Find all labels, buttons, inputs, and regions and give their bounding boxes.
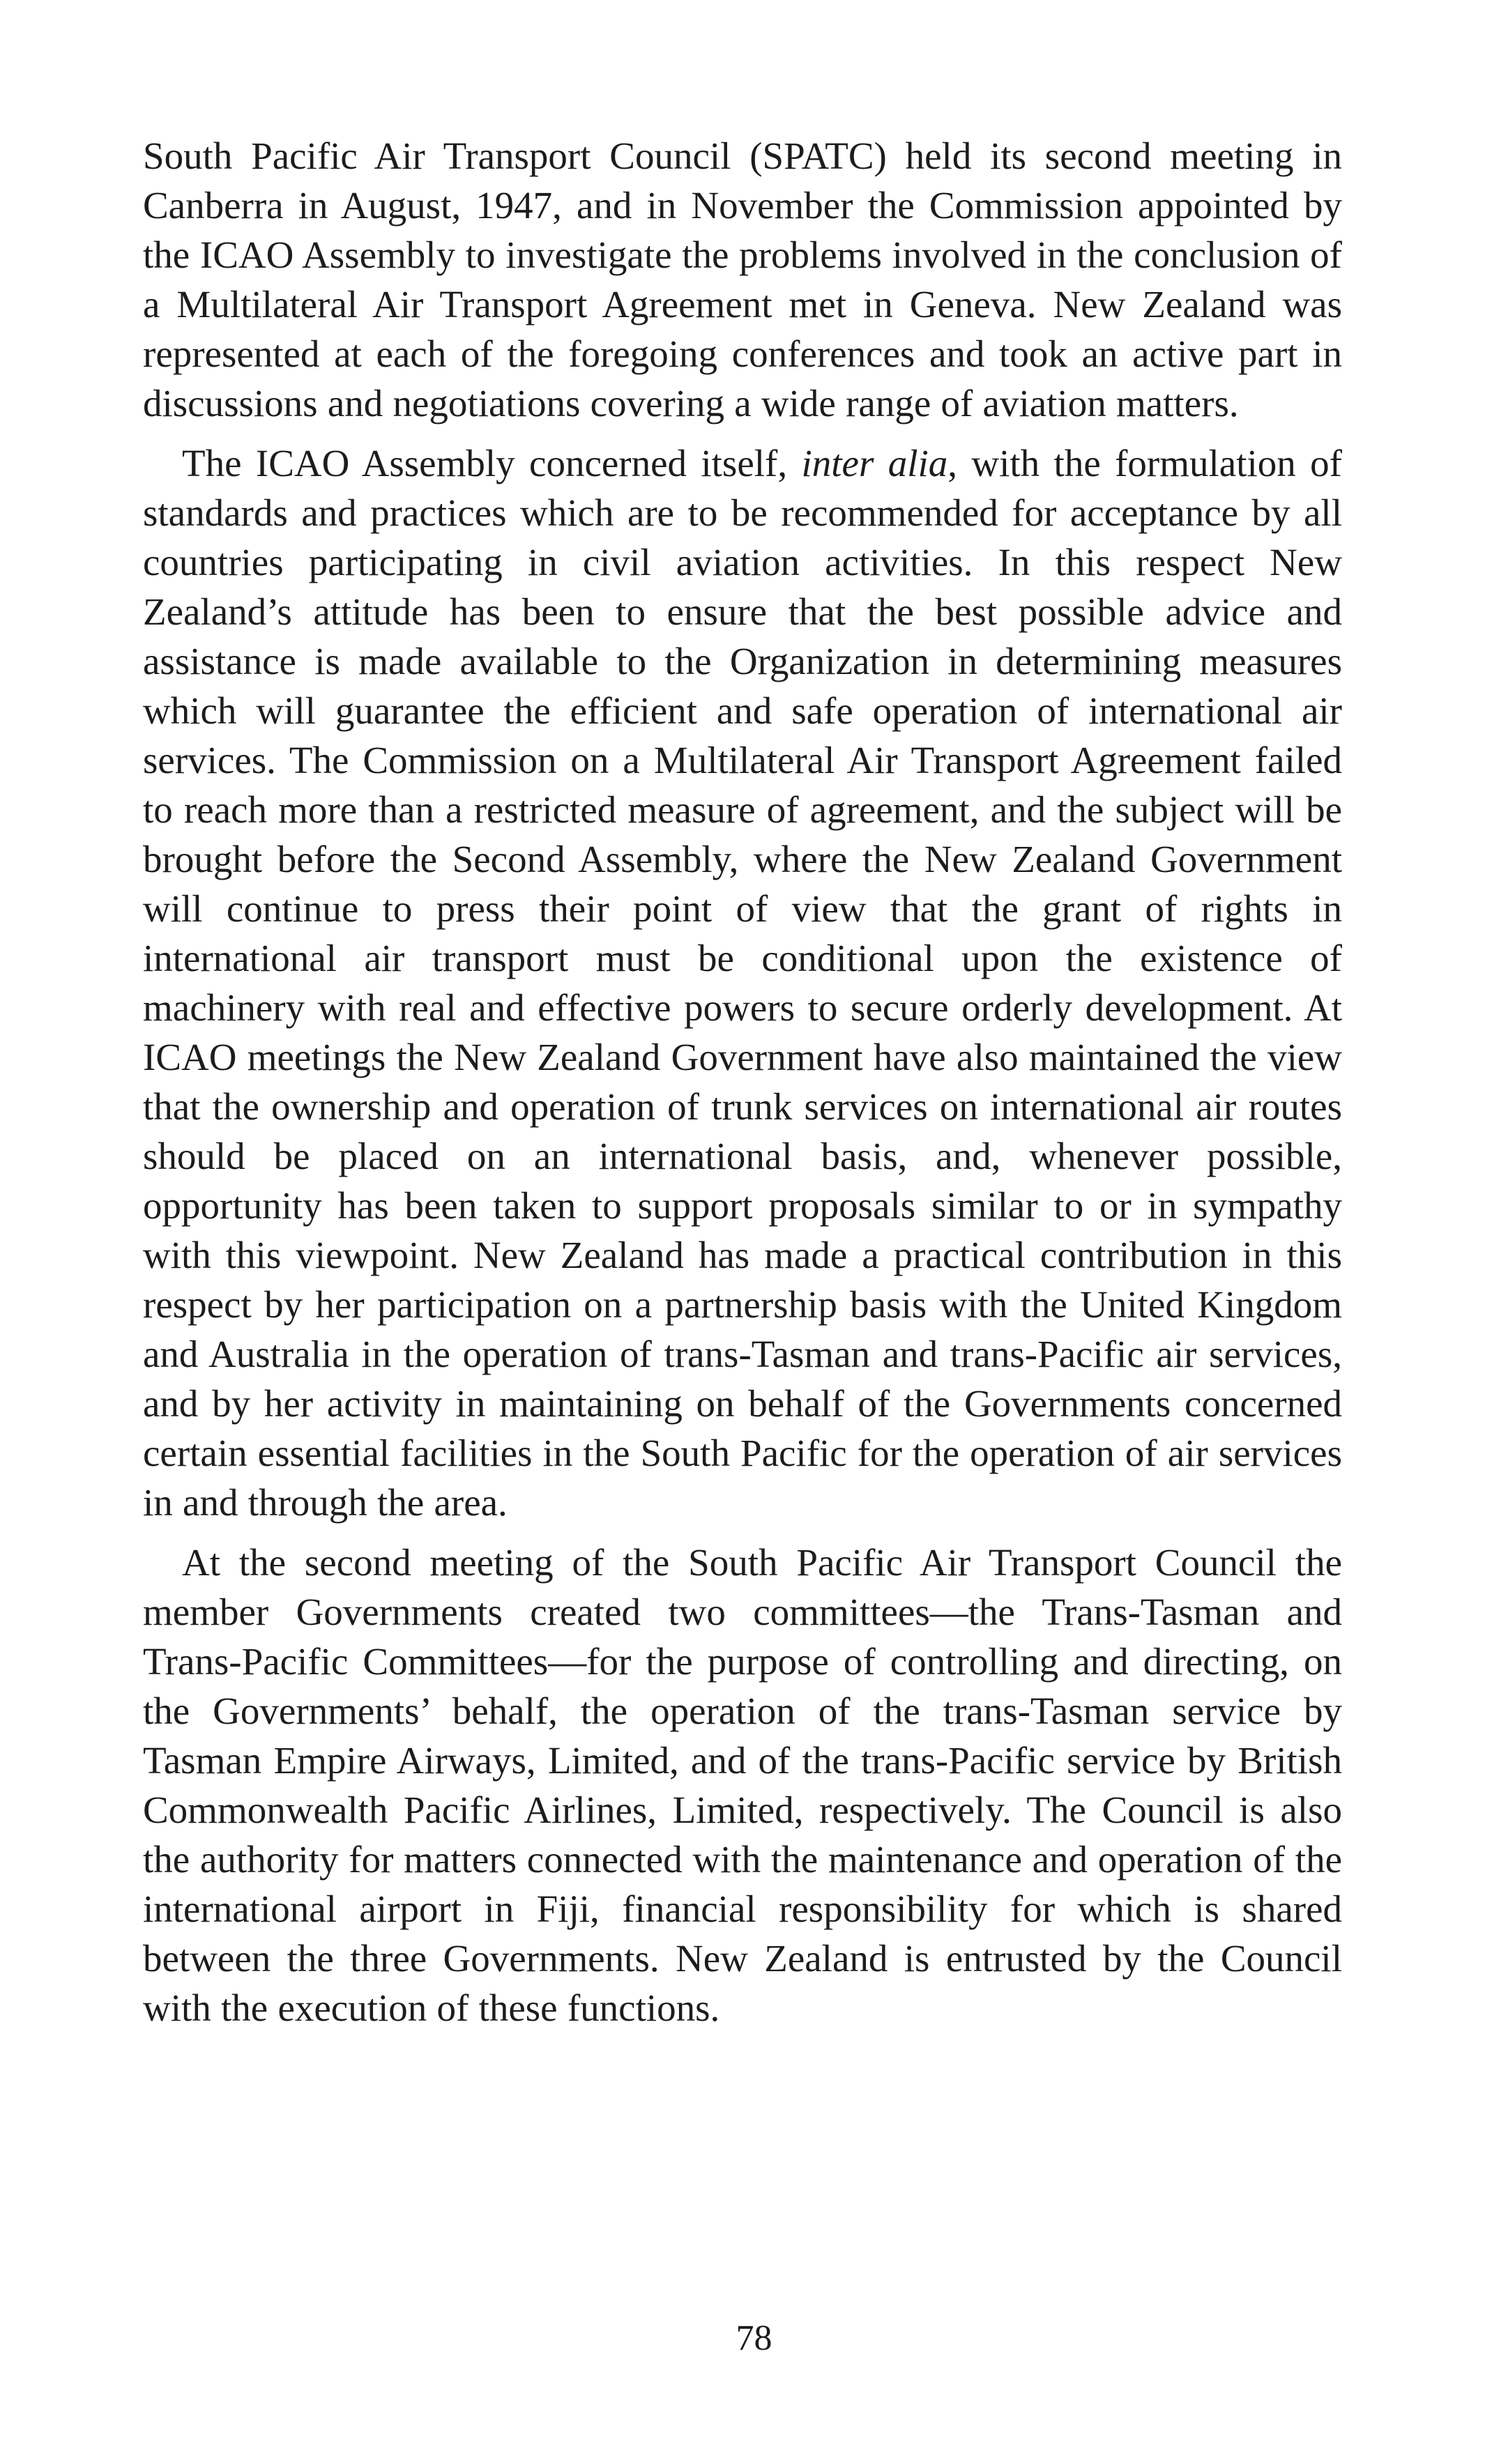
paragraph-text: , with the formulation of standards and practices which are to be recommended for acceptance by all countries participating in civil aviation activities. In this respect New Zealand’s attitude has been to ensure that the best possible advice and assistance is made available to the Organization in determining measures which will guarantee the efficient and safe operation of international air services. The Commission on a Multilateral Air Transport Agreement failed to reach more than a restricted measure of agreement, and the subject will be brought before the Second Assembly, where the New Zealand Government will continue to press their point of view that the grant of rights in international air transport must be conditional upon the existence of machinery with real and effective powers to secure orderly development. At ICAO meetings the New Zealand Government have also maintained the view that the ownership and operation of trunk services on international air routes should be placed on an international basis, and, whenever possible, opportunity has been taken to support proposals similar to or in sympathy with this viewpoint. New Zealand has made a practical contribution in this respect by her participation on a partnership basis with the United Kingdom and Australia in the operation of trans-Tasman and trans-Pacific air services, and by her activity in maintaining on behalf of the Governments concerned certain essential facilities in the South Pacific for the operation of air services in and through the area. <box>143 442 1342 1524</box>
paragraph-text: The ICAO Assembly concerned itself, <box>182 442 802 484</box>
body-text <box>143 131 1342 2033</box>
paragraph-spatc-meetings <box>143 131 1342 428</box>
italic-phrase: inter alia <box>801 442 948 484</box>
paragraph-icao-assembly <box>143 438 1342 1527</box>
page-number: 78 <box>736 2318 772 2358</box>
paragraph-text: At the second meeting of the South Pacific Air Transport Council the member Governments created two committees—the Trans-Tasman and Trans-Pacific Committees—for the purpose of controlling and directing, on the Governments’ behalf, the operation of the trans-Tasman service by Tasman Empire Airways, Limited, and of the trans-Pacific service by British Commonwealth Pacific Airlines, Limited, respectively. The Council is also the authority for matters connected with the maintenance and operation of the international airport in Fiji, financial responsibility for which is shared between the three Governments. New Zealand is entrusted by the Council with the execution of these functions. <box>143 1541 1342 2029</box>
paragraph-committees <box>143 1538 1342 2033</box>
paragraph-text: South Pacific Air Transport Council (SPATC) held its second meeting in Canberra in August, 1947, and in November the Commission appointed by the ICAO Assembly to investigate the problems involved in the conclusion of a Multilateral Air Transport Agreement met in Geneva. New Zealand was represented at each of the foregoing conferences and took an active part in discussions and negotiations covering a wide range of aviation matters. <box>143 135 1342 424</box>
